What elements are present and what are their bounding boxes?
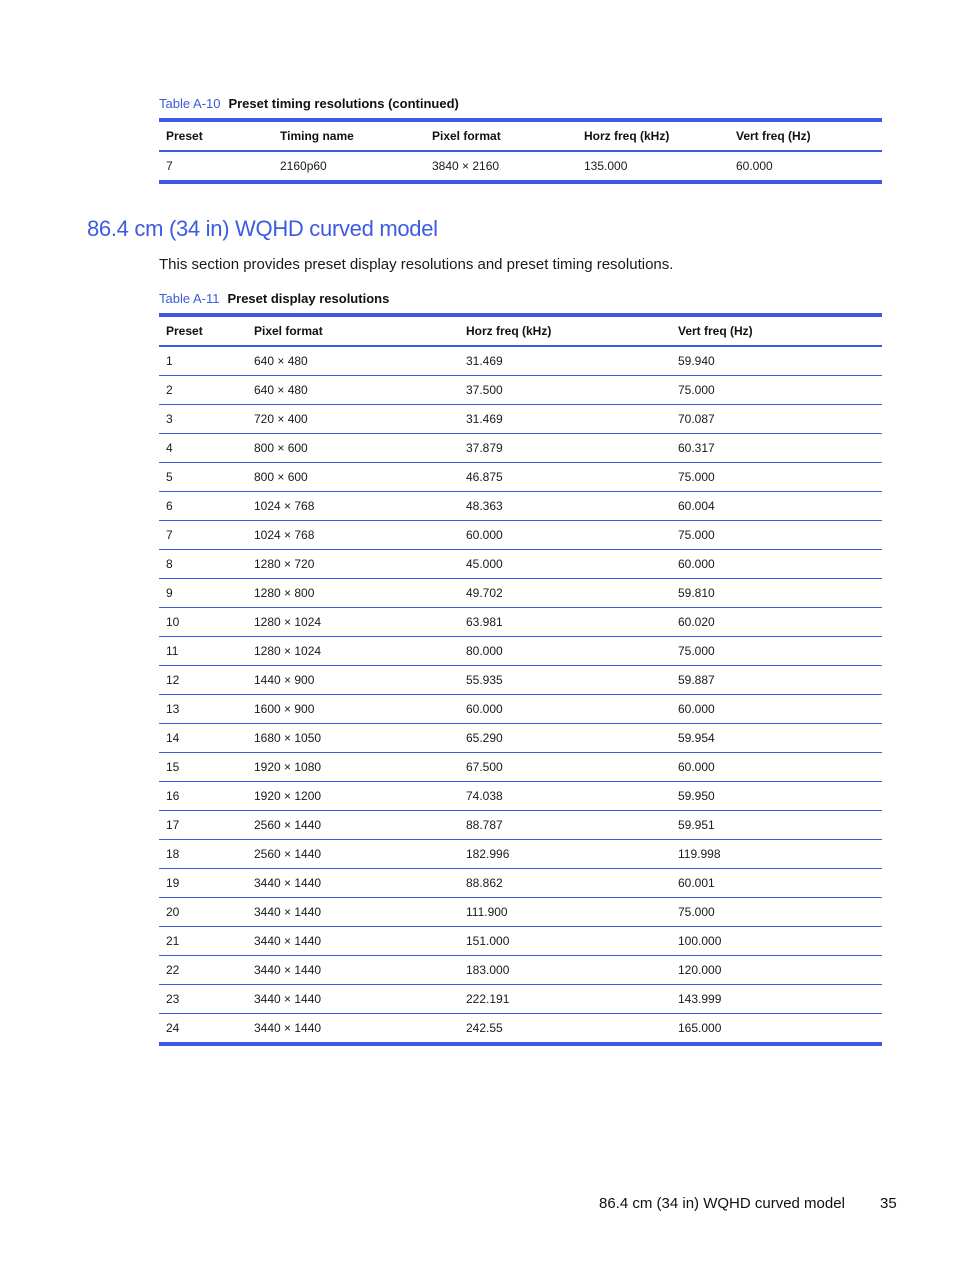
table-cell: 3440 × 1440 [254,963,322,977]
table-cell: 37.500 [466,383,503,397]
table-cell: 800 × 600 [254,441,308,455]
table-row [159,151,882,182]
table-cell: 14 [166,731,180,745]
table-cell: 9 [166,586,173,600]
table-cell: 20 [166,905,180,919]
table-cell: 8 [166,557,173,571]
table-cell: 3 [166,412,173,426]
table-cell: 151.000 [466,934,510,948]
table-cell: 59.940 [678,354,715,368]
table-cell: 75.000 [678,383,715,397]
table-cell: 70.087 [678,412,715,426]
table-cell: 75.000 [678,905,715,919]
table-cell: 15 [166,760,180,774]
table-cell: 88.862 [466,876,503,890]
table-row [159,724,882,753]
table-cell: 75.000 [678,528,715,542]
table-cell: 1280 × 800 [254,586,315,600]
table-cell: 59.954 [678,731,715,745]
column-header: Timing name [280,129,354,143]
table-cell: 3440 × 1440 [254,992,322,1006]
table-cell: 60.000 [466,702,503,716]
column-header: Horz freq (kHz) [584,129,670,143]
table-cell: 59.887 [678,673,715,687]
table-cell: 12 [166,673,180,687]
table-cell: 60.020 [678,615,715,629]
table-cell: 640 × 480 [254,383,308,397]
page-number: 35 [880,1195,897,1212]
table-cell: 17 [166,818,180,832]
table-a10-caption [159,96,459,111]
table-cell: 120.000 [678,963,722,977]
table-row [159,782,882,811]
table-cell: 31.469 [466,354,503,368]
table-cell: 49.702 [466,586,503,600]
table-row [159,405,882,434]
table-cell: 4 [166,441,173,455]
table-row [159,927,882,956]
table-cell: 67.500 [466,760,503,774]
table-cell: 5 [166,470,173,484]
table-cell: 46.875 [466,470,503,484]
table-row [159,463,882,492]
table-cell: 59.810 [678,586,715,600]
table-row [159,434,882,463]
table-cell: 1680 × 1050 [254,731,322,745]
table-cell: 75.000 [678,470,715,484]
table-a11-label: Table A-11 [159,291,220,306]
table-cell: 60.000 [678,702,715,716]
table-cell: 2560 × 1440 [254,818,322,832]
table-cell: 222.191 [466,992,510,1006]
table-cell: 111.900 [466,905,508,919]
table-cell: 75.000 [678,644,715,658]
table-header-row [159,120,882,151]
table-a10-title: Preset timing resolutions (continued) [228,96,459,111]
table-a10-label: Table A-10 [159,96,221,111]
table-cell: 2160p60 [280,159,327,173]
table-cell: 1440 × 900 [254,673,315,687]
table-row [159,811,882,840]
table-cell: 18 [166,847,180,861]
table-cell: 31.469 [466,412,503,426]
table-row [159,985,882,1014]
table-header-row [159,315,882,346]
table-a11 [159,313,882,1046]
table-cell: 45.000 [466,557,503,571]
table-cell: 800 × 600 [254,470,308,484]
table-cell: 59.950 [678,789,715,803]
table-cell: 3440 × 1440 [254,1021,322,1035]
table-cell: 1920 × 1080 [254,760,322,774]
table-row [159,898,882,927]
table-cell: 3440 × 1440 [254,876,322,890]
table-cell: 143.999 [678,992,722,1006]
table-row [159,579,882,608]
table-cell: 1280 × 1024 [254,615,322,629]
column-header: Preset [166,324,203,338]
table-cell: 1024 × 768 [254,528,315,542]
table-cell: 88.787 [466,818,503,832]
table-row [159,956,882,985]
table-row [159,753,882,782]
table-cell: 55.935 [466,673,503,687]
table-cell: 1024 × 768 [254,499,315,513]
table-cell: 182.996 [466,847,510,861]
table-cell: 720 × 400 [254,412,308,426]
table-cell: 1920 × 1200 [254,789,322,803]
table-cell: 60.001 [678,876,715,890]
table-cell: 23 [166,992,180,1006]
table-row [159,376,882,405]
table-row [159,550,882,579]
table-row [159,346,882,376]
table-row [159,637,882,666]
table-a11-caption [159,291,389,306]
table-cell: 60.000 [678,557,715,571]
table-row [159,1014,882,1045]
table-cell: 165.000 [678,1021,722,1035]
table-cell: 60.317 [678,441,715,455]
table-cell: 63.981 [466,615,503,629]
column-header: Vert freq (Hz) [678,324,753,338]
table-cell: 19 [166,876,180,890]
section-heading: 86.4 cm (34 in) WQHD curved model [87,216,438,241]
table-cell: 640 × 480 [254,354,308,368]
table-a11-title: Preset display resolutions [227,291,390,306]
table-row [159,869,882,898]
table-cell: 7 [166,159,173,173]
table-cell: 10 [166,615,180,629]
table-cell: 80.000 [466,644,503,658]
table-cell: 37.879 [466,441,503,455]
table-cell: 3840 × 2160 [432,159,500,173]
table-cell: 60.000 [678,760,715,774]
table-a10 [159,118,882,184]
table-cell: 1 [166,354,173,368]
table-cell: 59.951 [678,818,715,832]
table-cell: 13 [166,702,180,716]
table-cell: 60.000 [466,528,503,542]
table-cell: 60.000 [736,159,773,173]
table-cell: 16 [166,789,180,803]
table-cell: 65.290 [466,731,503,745]
table-cell: 100.000 [678,934,722,948]
table-cell: 135.000 [584,159,628,173]
table-cell: 242.55 [466,1021,503,1035]
table-cell: 183.000 [466,963,510,977]
column-header: Preset [166,129,203,143]
table-cell: 2 [166,383,173,397]
section-intro: This section provides preset display resolutions and preset timing resolutions. [159,256,674,273]
table-row [159,492,882,521]
column-header: Vert freq (Hz) [736,129,811,143]
table-cell: 3440 × 1440 [254,905,322,919]
column-header: Horz freq (kHz) [466,324,552,338]
table-cell: 1280 × 720 [254,557,315,571]
table-cell: 2560 × 1440 [254,847,322,861]
table-cell: 119.998 [678,847,721,861]
column-header: Pixel format [432,129,501,143]
table-cell: 22 [166,963,180,977]
table-row [159,521,882,550]
table-cell: 1280 × 1024 [254,644,322,658]
table-cell: 48.363 [466,499,503,513]
table-row [159,608,882,637]
table-cell: 11 [166,644,179,658]
table-cell: 3440 × 1440 [254,934,322,948]
footer-section-title: 86.4 cm (34 in) WQHD curved model [599,1195,845,1212]
column-header: Pixel format [254,324,323,338]
table-cell: 74.038 [466,789,503,803]
table-cell: 60.004 [678,499,715,513]
table-cell: 1600 × 900 [254,702,315,716]
table-cell: 7 [166,528,173,542]
table-cell: 6 [166,499,173,513]
table-cell: 24 [166,1021,180,1035]
table-row [159,840,882,869]
table-cell: 21 [166,934,180,948]
table-row [159,666,882,695]
table-row [159,695,882,724]
